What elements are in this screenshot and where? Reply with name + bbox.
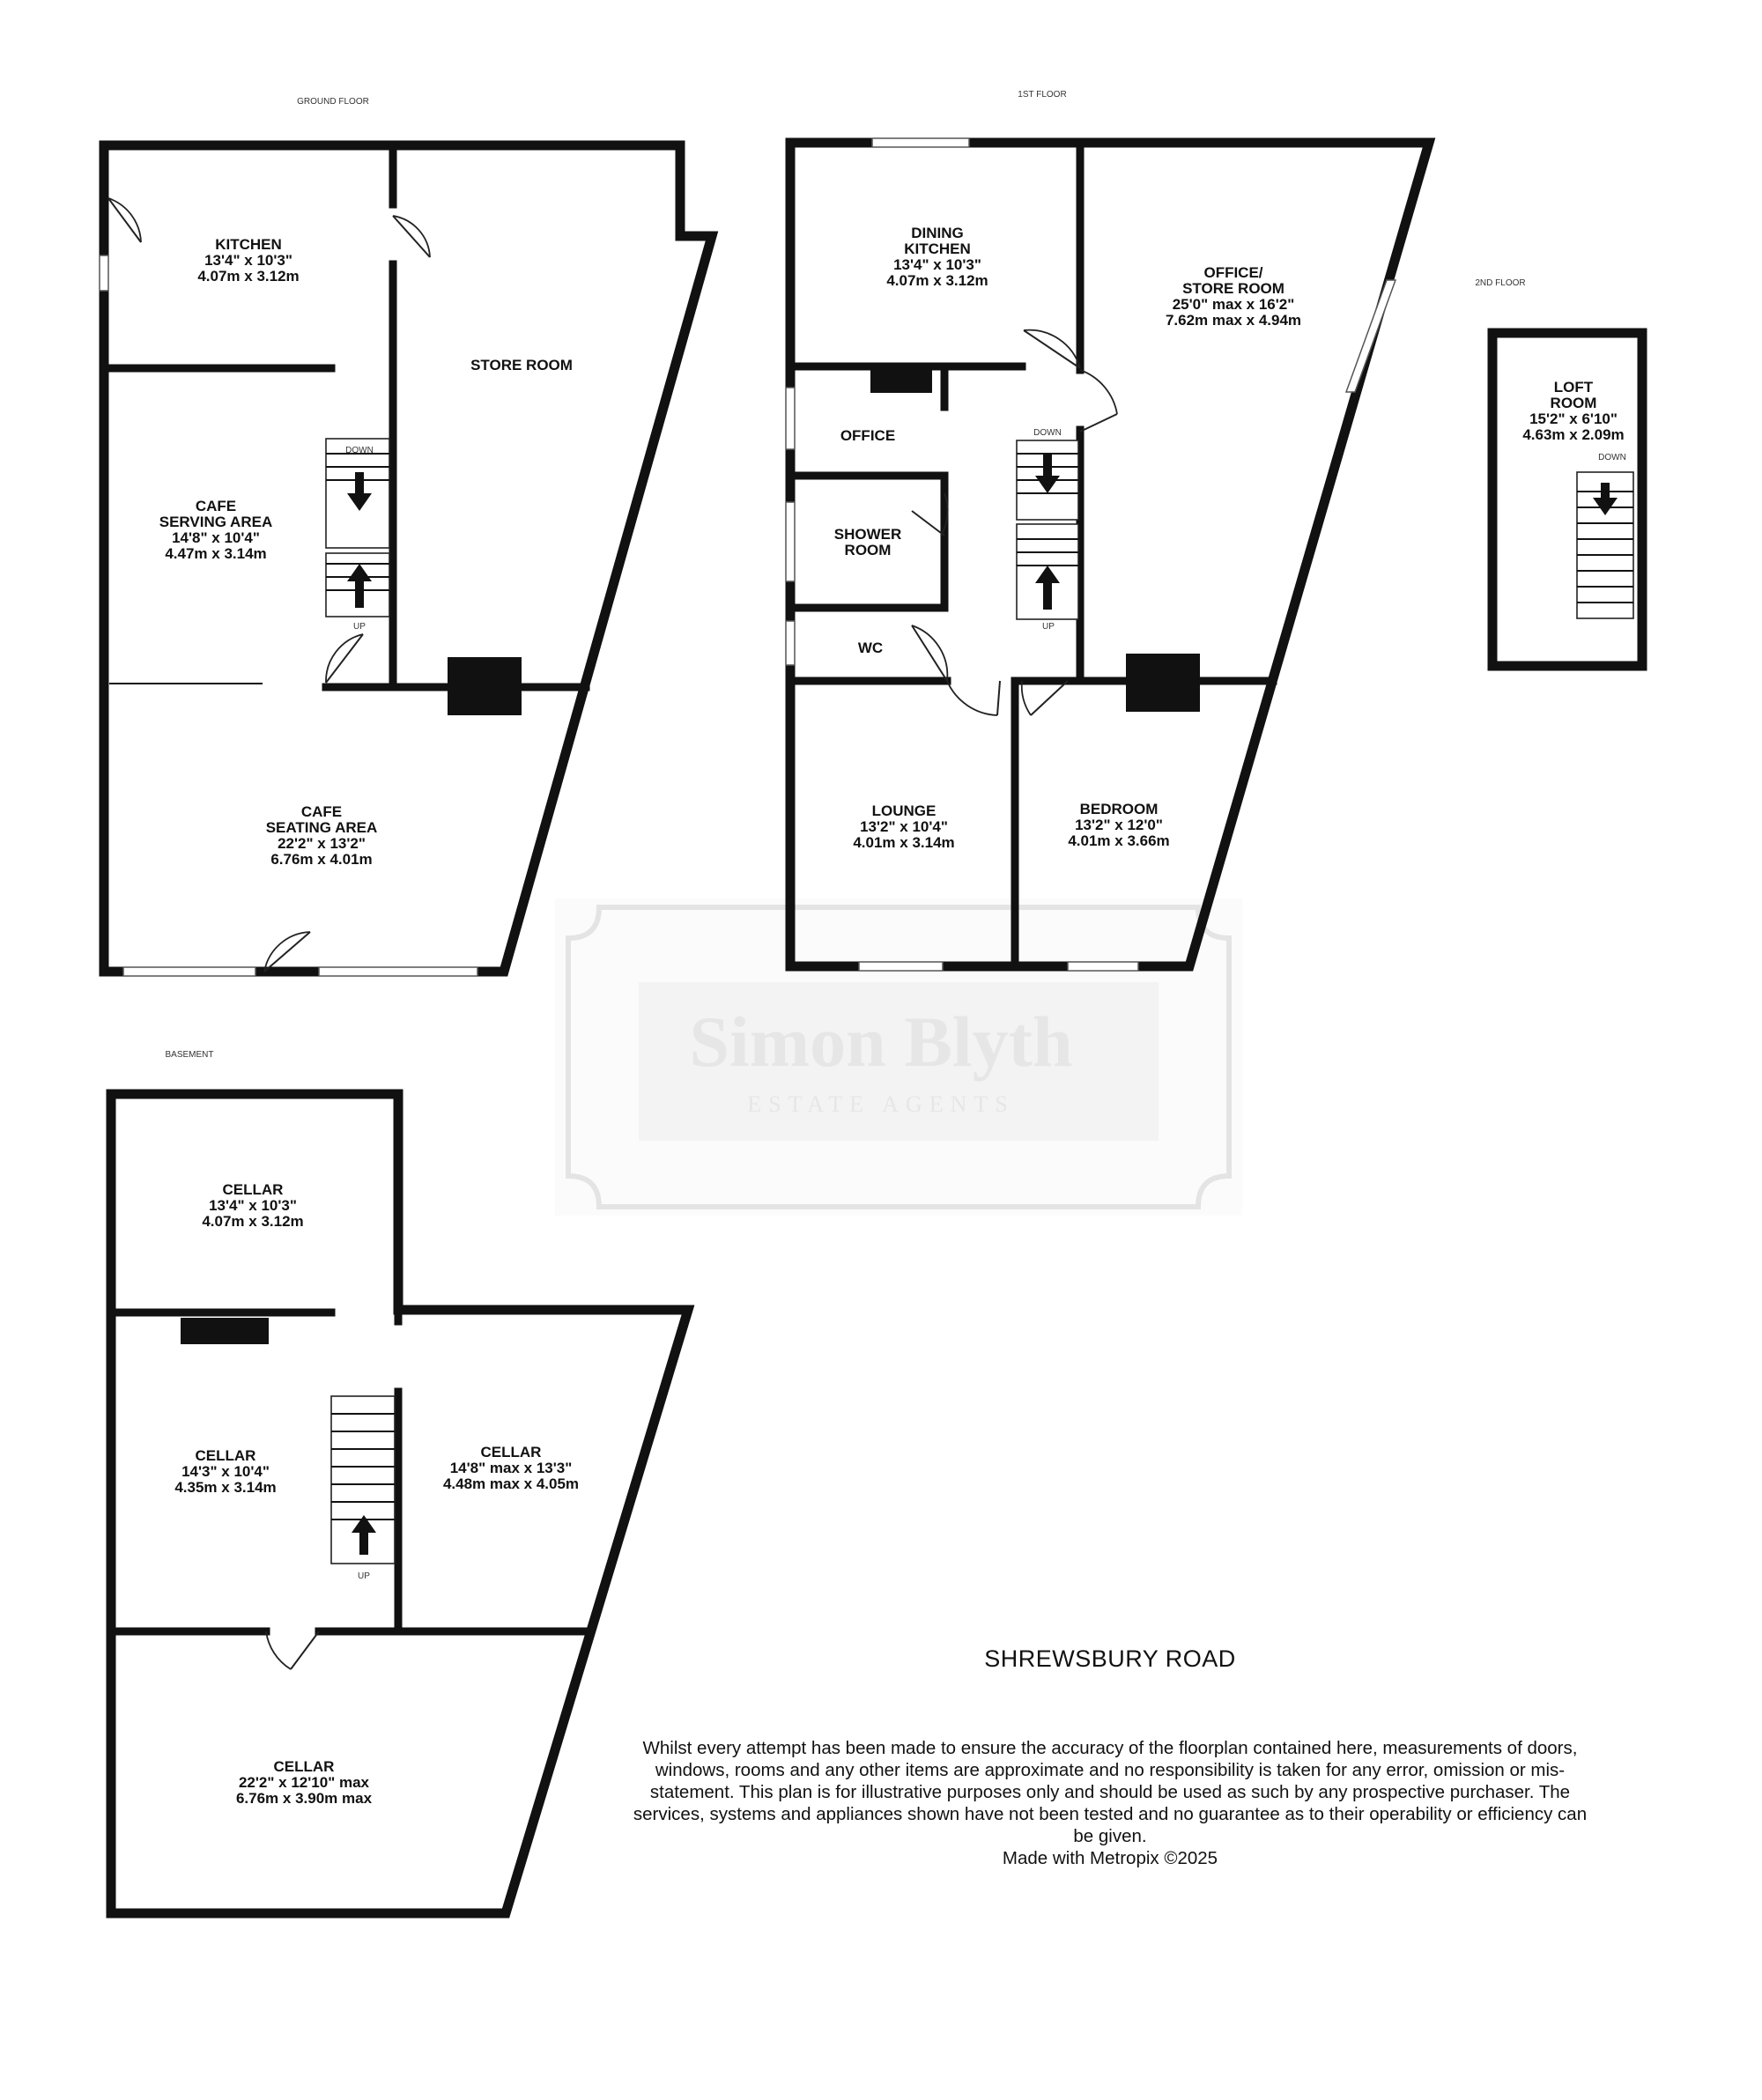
- chimney-cellar: [181, 1318, 269, 1344]
- svg-text:13'2" x 10'4": 13'2" x 10'4": [860, 818, 948, 835]
- ground-floor-plan: [100, 97, 712, 976]
- shower-window: [786, 502, 795, 581]
- first-floor-plan: [786, 90, 1429, 971]
- svg-text:4.48m max x 4.05m: 4.48m max x 4.05m: [442, 1475, 580, 1492]
- disclaimer-block: [626, 1737, 1595, 1869]
- svg-text:OFFICE/: OFFICE/: [1203, 264, 1263, 281]
- room-label-office: [840, 427, 895, 444]
- svg-text:SERVING AREA: SERVING AREA: [159, 514, 273, 530]
- svg-text:14'8" max x 13'3": 14'8" max x 13'3": [449, 1460, 573, 1476]
- first-stairs: [1017, 440, 1078, 619]
- svg-text:13'4" x 10'3": 13'4" x 10'3": [204, 252, 292, 269]
- room-label-cellar-bottom: [236, 1758, 373, 1807]
- metropix-credit: Made with Metropix ©2025: [1002, 1848, 1218, 1868]
- svg-text:4.07m x 3.12m: 4.07m x 3.12m: [197, 268, 300, 285]
- svg-text:CELLAR: CELLAR: [273, 1758, 335, 1775]
- room-label-cafe-serving-area: [159, 498, 272, 562]
- ground-floor-label: GROUND FLOOR: [297, 97, 369, 107]
- room-label-office-store-room: [1166, 264, 1301, 329]
- svg-text:6.76m x 3.90m max: 6.76m x 3.90m max: [235, 1790, 373, 1807]
- room-label-dining-kitchen: [886, 225, 988, 289]
- svg-text:OFFICE: OFFICE: [840, 427, 896, 444]
- first-stairs-up-label: UP: [1042, 622, 1055, 632]
- second-floor-plan: [1475, 278, 1642, 666]
- svg-text:SEATING AREA: SEATING AREA: [265, 819, 378, 836]
- svg-text:22'2" x 12'10" max: 22'2" x 12'10" max: [238, 1774, 370, 1791]
- svg-text:CELLAR: CELLAR: [222, 1181, 284, 1198]
- svg-text:ROOM: ROOM: [844, 542, 892, 558]
- svg-text:LOFT: LOFT: [1553, 379, 1594, 396]
- svg-text:ROOM: ROOM: [1550, 395, 1597, 411]
- cellar-door: [266, 1631, 291, 1669]
- room-label-cellar-top: [202, 1181, 303, 1230]
- disclaimer-text: Whilst every attempt has been made to ensure the accuracy of the floorplan contained here, measurements of doors, windows, rooms and any other items are approximate and no responsibility is taken for any error, omission or mis-statement. This plan is for illustrative purposes only and should be used as such by any prospective purchaser. The services, systems and appliances shown have not been tested and no guarantee as to their operability or efficiency can be given.: [633, 1738, 1588, 1846]
- office-store-window: [1346, 280, 1396, 392]
- chimney-dining: [870, 366, 932, 393]
- watermark-logo: [555, 898, 1242, 1216]
- svg-text:22'2" x 13'2": 22'2" x 13'2": [278, 835, 366, 852]
- chimney-bedroom: [1126, 654, 1200, 712]
- svg-text:KITCHEN: KITCHEN: [904, 240, 971, 257]
- room-label-bedroom: [1068, 801, 1169, 849]
- svg-text:BEDROOM: BEDROOM: [1079, 801, 1159, 817]
- svg-text:13'4" x 10'3": 13'4" x 10'3": [893, 256, 981, 273]
- first-floor-label: 1ST FLOOR: [1018, 90, 1067, 100]
- svg-text:14'8" x 10'4": 14'8" x 10'4": [172, 529, 260, 546]
- svg-text:13'4" x 10'3": 13'4" x 10'3": [209, 1197, 297, 1214]
- svg-text:SHOWER: SHOWER: [833, 526, 902, 543]
- room-label-cellar-left: [174, 1447, 276, 1496]
- watermark-title: Simon Blyth: [689, 1002, 1073, 1082]
- front-window-right: [319, 967, 478, 976]
- svg-text:STORE ROOM: STORE ROOM: [470, 357, 573, 373]
- svg-text:4.01m x 3.66m: 4.01m x 3.66m: [1068, 832, 1170, 849]
- office-store-door: [1080, 370, 1117, 414]
- basement-label: BASEMENT: [165, 1050, 214, 1060]
- svg-text:4.47m x 3.14m: 4.47m x 3.14m: [165, 545, 267, 562]
- lounge-door: [947, 681, 997, 715]
- svg-text:25'0" max x 16'2": 25'0" max x 16'2": [1172, 296, 1295, 313]
- ground-stairs-down-label: DOWN: [345, 446, 374, 455]
- bedroom-door: [1022, 681, 1031, 715]
- svg-text:4.63m x 2.09m: 4.63m x 2.09m: [1522, 426, 1625, 443]
- svg-text:4.01m x 3.14m: 4.01m x 3.14m: [853, 834, 955, 851]
- svg-text:15'2" x 6'10": 15'2" x 6'10": [1529, 410, 1618, 427]
- room-label-loft-room: [1522, 379, 1624, 443]
- svg-text:CELLAR: CELLAR: [195, 1447, 256, 1464]
- lounge-window: [859, 962, 943, 971]
- watermark-subtitle: ESTATE AGENTS: [747, 1091, 1015, 1117]
- room-label-wc: [858, 640, 883, 656]
- svg-text:CAFE: CAFE: [195, 498, 237, 514]
- chimney-breast: [448, 657, 522, 715]
- svg-text:14'3" x 10'4": 14'3" x 10'4": [181, 1463, 270, 1480]
- svg-text:CELLAR: CELLAR: [480, 1444, 542, 1460]
- property-address: SHREWSBURY ROAD: [984, 1645, 1236, 1672]
- svg-text:DINING: DINING: [911, 225, 964, 241]
- wc-window: [786, 621, 795, 665]
- svg-text:4.07m x 3.12m: 4.07m x 3.12m: [886, 272, 988, 289]
- first-stairs-down-label: DOWN: [1033, 428, 1062, 438]
- svg-text:4.35m x 3.14m: 4.35m x 3.14m: [174, 1479, 277, 1496]
- bedroom-window: [1068, 962, 1138, 971]
- svg-text:6.76m x 4.01m: 6.76m x 4.01m: [270, 851, 373, 868]
- svg-text:CAFE: CAFE: [300, 803, 343, 820]
- room-label-store-room: [470, 357, 573, 373]
- kitchen-window: [100, 255, 108, 291]
- svg-text:STORE ROOM: STORE ROOM: [1182, 280, 1284, 297]
- basement-stairs-up-label: UP: [358, 1571, 370, 1581]
- room-label-cafe-seating-area: [266, 803, 378, 868]
- dining-window: [872, 138, 969, 147]
- room-label-kitchen: [197, 236, 299, 285]
- office-window: [786, 388, 795, 449]
- ground-stairs: [326, 439, 389, 617]
- svg-text:13'2" x 12'0": 13'2" x 12'0": [1075, 817, 1163, 833]
- svg-text:LOUNGE: LOUNGE: [871, 802, 937, 819]
- svg-text:7.62m max x 4.94m: 7.62m max x 4.94m: [1165, 312, 1302, 329]
- room-label-shower-room: [834, 526, 902, 558]
- svg-text:4.07m x 3.12m: 4.07m x 3.12m: [202, 1213, 304, 1230]
- ground-stairs-up-label: UP: [353, 622, 366, 632]
- svg-text:WC: WC: [857, 640, 884, 656]
- loft-stairs: [1577, 472, 1633, 618]
- front-window-left: [123, 967, 255, 976]
- room-label-cellar-right: [443, 1444, 579, 1492]
- second-floor-label: 2ND FLOOR: [1475, 278, 1526, 288]
- svg-text:KITCHEN: KITCHEN: [215, 236, 282, 253]
- loft-stairs-down-label: DOWN: [1598, 453, 1626, 462]
- basement-stairs: [331, 1396, 395, 1564]
- room-label-lounge: [853, 802, 954, 851]
